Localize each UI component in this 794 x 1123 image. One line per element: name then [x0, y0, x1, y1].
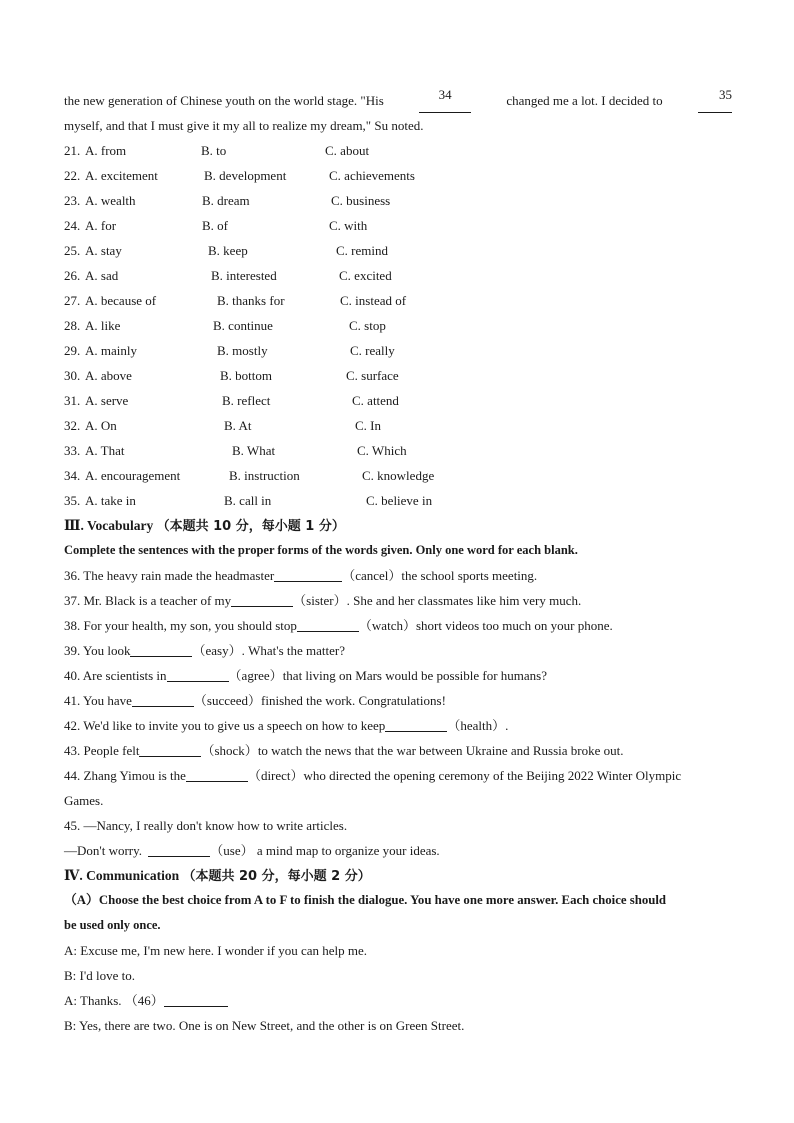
option-row [64, 363, 732, 388]
vocab-hint: （easy） [192, 643, 242, 658]
option-a[interactable]: A. stay [85, 243, 122, 258]
answer-blank[interactable] [274, 567, 342, 582]
option-c[interactable]: C. about [325, 143, 370, 158]
option-c[interactable]: C. remind [336, 243, 388, 258]
option-b[interactable]: B. interested [211, 268, 277, 283]
option-number: 26. [64, 268, 81, 283]
comm-instruction-1: （A）Choose the best choice from A to F to finish the dialogue. You have one more answer. Each choice should [64, 893, 667, 907]
answer-blank[interactable] [130, 642, 192, 657]
option-number: 21. [64, 143, 81, 158]
option-number: 23. [64, 193, 81, 208]
option-number: 24. [64, 218, 81, 233]
options-list [64, 138, 732, 513]
vocab-item-text: 42. We'd like to invite you to give us a speech on how to keep [64, 718, 386, 733]
vocab-item-text-after: . She and her classmates like him very much. [346, 593, 582, 608]
vocab-45-pre: —Don't worry. [64, 843, 143, 858]
option-row [64, 413, 732, 438]
vocab-hint: （shock） [201, 743, 258, 758]
option-number: 33. [64, 443, 81, 458]
option-a[interactable]: A. sad [85, 268, 119, 283]
vocab-heading [64, 513, 732, 538]
vocab-item-text-after: short videos too much on your phone. [415, 618, 613, 633]
option-b[interactable]: B. instruction [229, 468, 300, 483]
option-a[interactable]: A. because of [85, 293, 157, 308]
answer-blank-45[interactable] [148, 842, 210, 857]
vocab-item-text-after: who directed the opening ceremony of the Beijing 2022 Winter Olympic [303, 768, 682, 783]
blank-35[interactable]: 35 [698, 88, 732, 113]
option-number: 22. [64, 168, 81, 183]
vocab-item [64, 638, 732, 663]
dialogue-line-1: A: Excuse me, I'm new here. I wonder if you can help me. [64, 943, 368, 958]
vocab-item-text-after: finished the work. Congratulations! [261, 693, 446, 708]
vocab-heading-text: Ⅲ. Vocabulary [64, 518, 154, 533]
vocab-item-text-after: . [505, 718, 509, 733]
option-row [64, 388, 732, 413]
option-row [64, 288, 732, 313]
option-row [64, 263, 732, 288]
option-number: 31. [64, 393, 81, 408]
vocab-item [64, 663, 732, 688]
option-number: 35. [64, 493, 81, 508]
option-number: 34. [64, 468, 81, 483]
option-b[interactable]: B. call in [224, 493, 272, 508]
comm-heading [64, 863, 732, 888]
option-row [64, 188, 732, 213]
vocab-45-post: a mind map to organize your ideas. [256, 843, 440, 858]
option-a[interactable]: A. serve [85, 393, 129, 408]
option-row [64, 163, 732, 188]
vocab-instruction: Complete the sentences with the proper forms of the words given. Only one word for each blank. [64, 543, 578, 557]
option-row [64, 213, 732, 238]
option-c[interactable]: C. In [355, 418, 381, 433]
vocab-item [64, 738, 732, 763]
vocab-item [64, 613, 732, 638]
option-a[interactable]: A. excitement [85, 168, 158, 183]
option-c[interactable]: C. attend [352, 393, 399, 408]
vocab-45-hint: （use） [210, 843, 254, 858]
vocab-hint: （cancel） [342, 568, 402, 583]
option-b[interactable]: B. mostly [217, 343, 268, 358]
option-c[interactable]: C. believe in [366, 493, 433, 508]
option-number: 29. [64, 343, 81, 358]
option-c[interactable]: C. surface [346, 368, 399, 383]
answer-blank-46[interactable] [164, 992, 228, 1007]
vocab-item [64, 763, 732, 788]
vocab-item-text-after: that living on Mars would be possible for humans? [282, 668, 547, 683]
answer-blank[interactable] [186, 767, 248, 782]
passage-text-before: the new generation of Chinese youth on the world stage. "His [64, 93, 384, 108]
vocab-item-text: 41. You have [64, 693, 132, 708]
option-row [64, 488, 732, 513]
option-a[interactable]: A. take in [85, 493, 136, 508]
option-b[interactable]: B. to [201, 143, 227, 158]
dialogue-line-4: B: Yes, there are two. One is on New Street, and the other is on Green Street. [64, 1018, 465, 1033]
option-b[interactable]: B. of [202, 218, 228, 233]
vocab-item-text: 38. For your health, my son, you should stop [64, 618, 297, 633]
vocab-item-text: 37. Mr. Black is a teacher of my [64, 593, 232, 608]
option-a[interactable]: A. That [85, 443, 125, 458]
option-c[interactable]: C. Which [357, 443, 407, 458]
dialogue-3-num: （46） [124, 993, 164, 1008]
option-a[interactable]: A. for [85, 218, 117, 233]
passage-line-1 [64, 88, 732, 113]
option-row [64, 463, 732, 488]
dialogue-3-text: A: Thanks. [64, 993, 122, 1008]
option-c[interactable]: C. stop [349, 318, 386, 333]
answer-blank[interactable] [297, 617, 359, 632]
vocab-item [64, 563, 732, 588]
comm-heading-text: Ⅳ. Communication [64, 868, 180, 883]
option-a[interactable]: A. On [85, 418, 117, 433]
vocab-item-text: 44. Zhang Yimou is the [64, 768, 186, 783]
option-row [64, 238, 732, 263]
option-b[interactable]: B. keep [208, 243, 248, 258]
vocab-hint: （direct） [247, 768, 304, 783]
option-b[interactable]: B. continue [213, 318, 273, 333]
answer-blank[interactable] [167, 667, 229, 682]
vocab-hint: （succeed） [193, 693, 262, 708]
vocab-item-45-q: 45. —Nancy, I really don't know how to write articles. [64, 818, 348, 833]
vocab-item [64, 588, 732, 613]
option-number: 30. [64, 368, 81, 383]
option-a[interactable]: A. encouragement [85, 468, 181, 483]
dialogue-line-2: B: I'd love to. [64, 968, 135, 983]
vocab-item-text: 40. Are scientists in [64, 668, 167, 683]
vocab-hint: （agree） [228, 668, 283, 683]
comm-heading-score: （本题共 20 分，每小题 2 分） [182, 869, 371, 884]
answer-blank[interactable] [132, 692, 194, 707]
vocab-item-text-after: the school sports meeting. [401, 568, 538, 583]
option-row [64, 313, 732, 338]
option-row [64, 338, 732, 363]
option-a[interactable]: A. like [85, 318, 121, 333]
option-c[interactable]: C. really [350, 343, 395, 358]
option-a[interactable]: A. wealth [85, 193, 136, 208]
option-number: 32. [64, 418, 81, 433]
answer-blank[interactable] [139, 742, 201, 757]
passage-text-middle: changed me a lot. I decided to [506, 93, 663, 108]
comm-instruction-2: be used only once. [64, 918, 161, 932]
vocab-hint: （watch） [358, 618, 416, 633]
vocab-heading-score: （本题共 10 分，每小题 1 分） [156, 519, 345, 534]
option-c[interactable]: C. instead of [340, 293, 407, 308]
option-number: 28. [64, 318, 81, 333]
option-b[interactable]: B. bottom [220, 368, 273, 383]
vocab-item [64, 688, 732, 713]
vocab-item-text-after: . What's the matter? [241, 643, 345, 658]
option-row [64, 138, 732, 163]
option-a[interactable]: A. mainly [85, 343, 137, 358]
vocab-item [64, 713, 732, 738]
option-b[interactable]: B. development [204, 168, 287, 183]
vocab-items [64, 563, 732, 788]
blank-34[interactable]: 34 [419, 88, 471, 113]
option-c[interactable]: C. excited [339, 268, 392, 283]
option-b[interactable]: B. dream [202, 193, 250, 208]
exam-page [64, 88, 732, 1038]
vocab-item-44-cont: Games. [64, 793, 104, 808]
answer-blank[interactable] [385, 717, 447, 732]
option-c[interactable]: C. with [329, 218, 368, 233]
option-c[interactable]: C. knowledge [362, 468, 435, 483]
vocab-hint: （sister） [293, 593, 347, 608]
option-b[interactable]: B. thanks for [217, 293, 285, 308]
dialogue-line-3 [64, 988, 732, 1013]
option-number: 25. [64, 243, 81, 258]
option-row [64, 438, 732, 463]
option-b[interactable]: B. reflect [222, 393, 271, 408]
passage-line-2: myself, and that I must give it my all to realize my dream," Su noted. [64, 118, 424, 133]
vocab-item-text: 36. The heavy rain made the headmaster [64, 568, 275, 583]
option-a[interactable]: A. above [85, 368, 132, 383]
option-a[interactable]: A. from [85, 143, 127, 158]
vocab-hint: （health） [447, 718, 506, 733]
vocab-item-text: 39. You look [64, 643, 131, 658]
option-c[interactable]: C. business [331, 193, 391, 208]
option-b[interactable]: B. At [224, 418, 252, 433]
option-b[interactable]: B. What [232, 443, 276, 458]
vocab-item-text: 43. People felt [64, 743, 140, 758]
option-number: 27. [64, 293, 81, 308]
vocab-item-45-a [64, 838, 732, 863]
option-c[interactable]: C. achievements [329, 168, 415, 183]
answer-blank[interactable] [231, 592, 293, 607]
vocab-item-text-after: to watch the news that the war between Ukraine and Russia broke out. [257, 743, 624, 758]
